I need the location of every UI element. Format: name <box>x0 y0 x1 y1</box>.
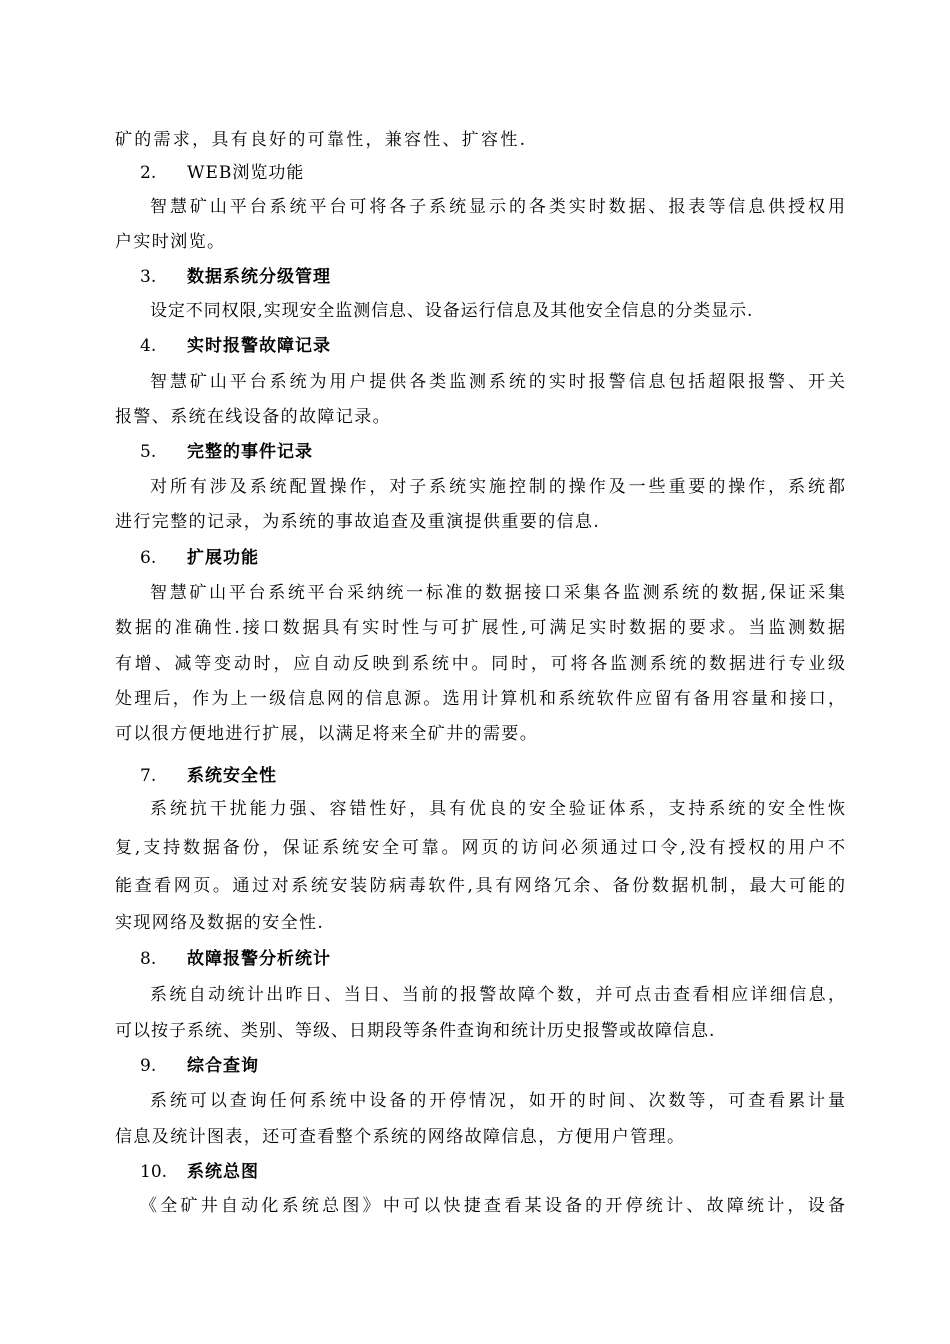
section-heading-7 <box>140 764 277 788</box>
paragraph-line: 户实时浏览。 <box>115 232 226 252</box>
paragraph-line: 处理后，作为上一级信息网的信息源。选用计算机和系统软件应留有备用容量和接口， <box>115 689 845 709</box>
section-number: 5. <box>140 442 157 462</box>
paragraph-line: 实现网络及数据的安全性. <box>115 913 325 933</box>
section-number: 2. <box>140 163 157 183</box>
section-heading-10 <box>140 1160 259 1184</box>
section-heading-8 <box>140 947 331 971</box>
section-number: 6. <box>140 548 157 568</box>
section-title: WEB浏览功能 <box>187 163 305 183</box>
paragraph-line: 能查看网页。通过对系统安装防病毒软件,具有网络冗余、备份数据机制，最大可能的 <box>115 876 845 896</box>
section-heading-9 <box>140 1054 259 1078</box>
section-title: 完整的事件记录 <box>187 442 313 462</box>
section-heading-3 <box>140 265 331 289</box>
paragraph-line: 对所有涉及系统配置操作，对子系统实施控制的操作及一些重要的操作，系统都 <box>150 477 845 497</box>
section-number: 4. <box>140 336 157 356</box>
section-heading-2 <box>140 161 304 185</box>
paragraph-line: 《全矿井自动化系统总图》中可以快捷查看某设备的开停统计、故障统计，设备 <box>140 1196 845 1216</box>
paragraph-line: 系统可以查询任何系统中设备的开停情况，如开的时间、次数等，可查看累计量 <box>150 1091 845 1111</box>
paragraph-line: 设定不同权限,实现安全监测信息、设备运行信息及其他安全信息的分类显示. <box>150 301 754 321</box>
section-heading-4 <box>140 334 331 358</box>
section-number: 7. <box>140 766 157 786</box>
paragraph-line: 可以按子系统、类别、等级、日期段等条件查询和统计历史报警或故障信息. <box>115 1021 716 1041</box>
section-title: 系统安全性 <box>187 766 277 786</box>
paragraph-line: 数据的准确性.接口数据具有实时性与可扩展性,可满足实时数据的要求。当监测数据 <box>115 618 845 638</box>
paragraph-line: 信息及统计图表，还可查看整个系统的网络故障信息，方便用户管理。 <box>115 1127 686 1147</box>
section-title: 数据系统分级管理 <box>187 267 331 287</box>
section-heading-6 <box>140 546 259 570</box>
section-title: 综合查询 <box>187 1056 259 1076</box>
section-heading-5 <box>140 440 313 464</box>
section-title: 故障报警分析统计 <box>187 949 331 969</box>
section-number: 8. <box>140 949 157 969</box>
paragraph-line: 报警、系统在线设备的故障记录。 <box>115 407 391 427</box>
paragraph-line: 智慧矿山平台系统平台采纳统一标准的数据接口采集各监测系统的数据,保证采集 <box>150 583 845 603</box>
section-title: 系统总图 <box>187 1162 259 1182</box>
section-number: 10. <box>140 1162 168 1182</box>
paragraph-line: 系统抗干扰能力强、容错性好，具有优良的安全验证体系，支持系统的安全性恢 <box>150 799 845 819</box>
section-number: 9. <box>140 1056 157 1076</box>
paragraph-line: 智慧矿山平台系统为用户提供各类监测系统的实时报警信息包括超限报警、开关 <box>150 372 845 392</box>
section-number: 3. <box>140 267 157 287</box>
paragraph-line: 有增、减等变动时，应自动反映到系统中。同时，可将各监测系统的数据进行专业级 <box>115 654 845 674</box>
paragraph-line: 可以很方便地进行扩展，以满足将来全矿井的需要。 <box>115 724 539 744</box>
section-title: 扩展功能 <box>187 548 259 568</box>
section-title: 实时报警故障记录 <box>187 336 331 356</box>
paragraph-line: 复,支持数据备份，保证系统安全可靠。网页的访问必须通过口令,没有授权的用户不 <box>115 838 845 858</box>
paragraph-line: 智慧矿山平台系统平台可将各子系统显示的各类实时数据、报表等信息供授权用 <box>150 197 845 217</box>
paragraph-line: 矿的需求，具有良好的可靠性，兼容性、扩容性. <box>115 130 525 150</box>
paragraph-line: 进行完整的记录，为系统的事故追查及重演提供重要的信息. <box>115 512 601 532</box>
paragraph-line: 系统自动统计出昨日、当日、当前的报警故障个数，并可点击查看相应详细信息， <box>150 985 845 1005</box>
